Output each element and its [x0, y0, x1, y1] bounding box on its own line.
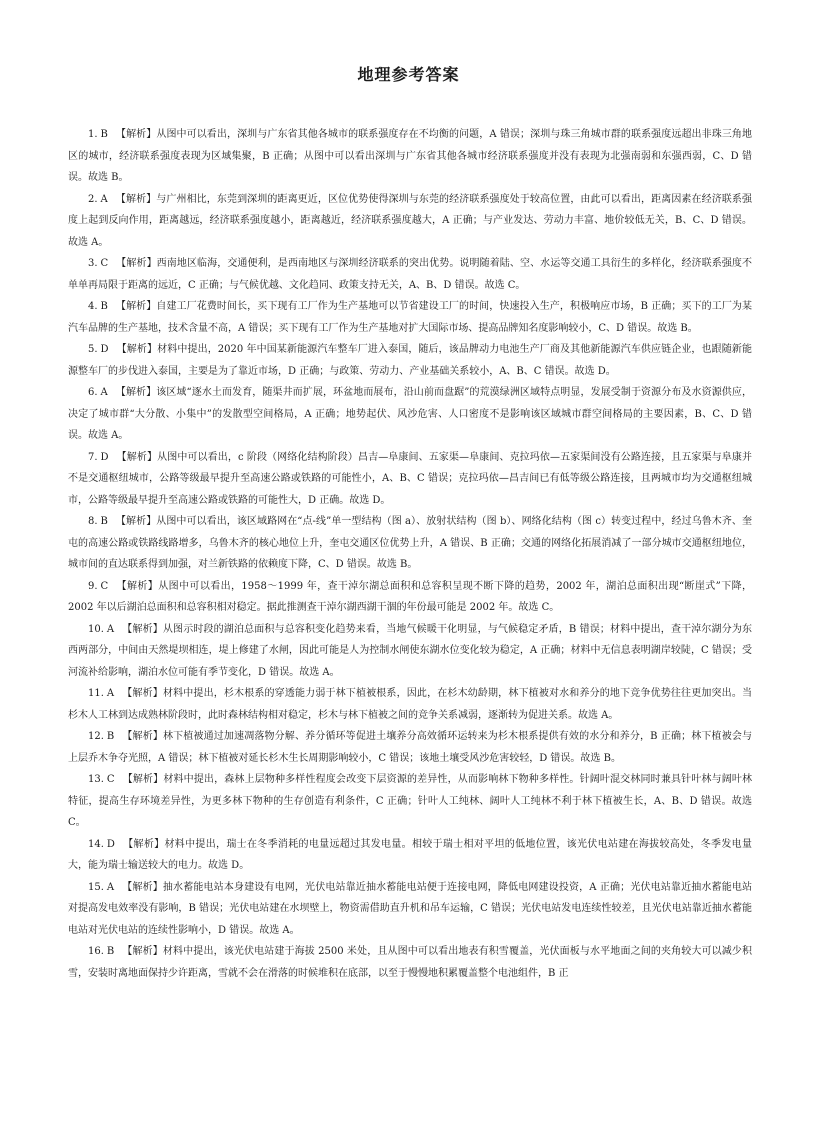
answer-item: [68, 619, 752, 684]
answer-number: 15.: [88, 881, 104, 893]
analysis-tag: 【解析】: [115, 301, 157, 312]
answer-number: 7.: [88, 451, 98, 463]
answer-choice: C: [100, 580, 109, 592]
answer-number: 2.: [88, 193, 98, 205]
answer-item: [68, 382, 752, 447]
answer-number: 14.: [88, 838, 104, 850]
analysis-text: 从图示时段的湖泊总面积与总容积变化趋势来看，当地气候暖干化明显，与气候稳定矛盾，B 错误；材料中提出，查干淖尔湖分为东西两部分，中间由天然堤坝相连，堤上修建了水闸，因此可能是人为控制水闸使东湖水位变化较为稳定，A 正确；材料中无信息表明湖岸较陡，C 错误；受河流补给影响，湖泊水位可能有季节变化，D 错误。故选 A。: [68, 623, 753, 678]
answer-choice: B: [100, 301, 108, 312]
answer-choice: B: [106, 731, 115, 742]
answer-number: 3.: [88, 258, 98, 269]
answer-list: [68, 124, 752, 984]
answer-choice: A: [100, 387, 108, 398]
analysis-tag: 【解析】: [116, 258, 157, 269]
answer-item: [68, 834, 752, 877]
answer-item: [68, 877, 752, 942]
analysis-tag: 【解析】: [122, 623, 163, 635]
analysis-text: 从图中可以看出，深圳与广东省其他各城市的联系强度存在不均衡的问题，A 错误；深圳与珠三角城市群的联系强度远超出非珠三角地区的城市，经济联系强度表现为区域集聚，B 正确；从图中可以看出深圳与广东省其他各城市经济联系强度并没有表现为北强南弱和东强西弱，C、D 错误。故选 B。: [68, 129, 752, 183]
analysis-tag: 【解析】: [116, 344, 158, 355]
answer-number: 11.: [88, 688, 104, 699]
answer-number: 1.: [88, 129, 98, 140]
answer-choice: A: [106, 688, 115, 699]
answer-item: [68, 253, 752, 296]
analysis-text: 材料中提出，森林上层物种多样性程度会改变下层资源的差异性，从而影响林下物种多样性。针阔叶混交林同时兼具针叶林与阔叶林特征，提高生存环境差异性，为更多林下物种的生存创造有利条件，C 正确；针叶人工纯林、阔叶人工纯林不利于林下植被生长，A、B、D 错误。故选 C。: [68, 774, 753, 828]
answer-choice: D: [100, 451, 109, 463]
analysis-tag: 【解析】: [122, 688, 163, 699]
answer-choice: A: [106, 881, 115, 893]
answer-number: 6.: [88, 387, 98, 398]
answer-choice: C: [106, 774, 115, 785]
analysis-text: 材料中提出，瑞士在冬季消耗的电量远超过其发电量。相较于瑞士相对平坦的低地位置，该光伏电站建在海拔较高处，冬季发电量大，能为瑞士输送较大的电力。故选 D。: [68, 838, 752, 871]
analysis-text: 西南地区临海，交通便利，是西南地区与深圳经济联系的突出优势。说明随着陆、空、水运等交通工具衍生的多样化，经济联系强度不单单再局限于距离的远近，C 正确；与气候优越、文化趋同、政策支持无关，A、B、D 错误。故选 C。: [68, 258, 753, 291]
analysis-text: 材料中提出，该光伏电站建于海拔 2500 米处，且从图中可以看出地表有积雪覆盖，光伏面板与水平地面之间的夹角较大可以减少积雪，安装时离地面保持少许距离，雪就不会在滑落的时候堆积在底部，以至于慢慢地积累覆盖整个电池组件，B 正: [68, 946, 753, 979]
answer-item: [68, 726, 752, 769]
analysis-text: 从图中可以看出，1958～1999 年，查干淖尔湖总面积和总容积呈现不断下降的趋势，2002 年，湖泊总面积出现“断崖式”下降，2002 年以后湖泊总面积和总容积相对稳定。据此推测查干淖尔湖西湖干涸的年份最可能是 2002 年。故选 C。: [68, 580, 753, 613]
answer-choice: C: [100, 258, 109, 269]
analysis-text: 林下植被通过加速凋落物分解、养分循环等促进土壤养分高效循环运转来为杉木根系提供有效的水分和养分，B 正确；林下植被会与上层乔木争夺光照，A 错误；林下植被对延长杉木生长周期影响较小，C 错误；该地土壤受风沙危害较轻，D 错误。故选 B。: [68, 731, 753, 764]
answer-item: [68, 296, 752, 339]
analysis-text: 自建工厂花费时间长，买下现有工厂作为生产基地可以节省建设工厂的时间，快速投入生产，积极响应市场，B 正确；买下的工厂为某汽车品牌的生产基地，技术含量不高，A 错误；买下现有工厂作为生产基地对扩大国际市场、提高品牌知名度影响较小，C、D 错误。故选 B。: [68, 301, 753, 334]
analysis-tag: 【解析】: [115, 387, 157, 398]
answer-choice: A: [100, 193, 108, 205]
analysis-tag: 【解析】: [115, 129, 157, 140]
answer-item: [68, 769, 752, 834]
answer-choice: A: [106, 623, 115, 635]
answer-item: [68, 941, 752, 984]
answer-item: [68, 683, 752, 726]
analysis-text: 该区域“逐水土而发育，随渠井而扩展，环盆地而展布，沿山前而盘踞”的荒漠绿洲区域特点明显，发展受制于资源分布及水资源供应，决定了城市群“大分散、小集中”的发散型空间格局，A 正确；地势起伏、风沙危害、人口密度不是影响该区域城市群空间格局的主要因素，B、C、D 错误。故选 A。: [68, 387, 752, 441]
analysis-tag: 【解析】: [122, 946, 163, 957]
analysis-tag: 【解析】: [115, 193, 157, 205]
analysis-tag: 【解析】: [122, 838, 165, 850]
answer-number: 4.: [88, 301, 98, 312]
answer-number: 9.: [88, 580, 98, 592]
answer-choice: B: [100, 516, 108, 527]
answer-number: 12.: [88, 731, 104, 742]
answer-item: [68, 576, 752, 619]
answer-choice: D: [106, 838, 115, 850]
analysis-text: 与广州相比，东莞到深圳的距离更近，区位优势使得深圳与东莞的经济联系强度处于较高位置，由此可以看出，距离因素在经济联系强度上起到反向作用，距离越远，经济联系强度越小，距离越近，经济联系强度越大，A 正确；与产业发达、劳动力丰富、地价较低无关，B、C、D 错误。故选 A。: [68, 193, 753, 248]
page-title: 地理参考答案: [357, 65, 460, 84]
analysis-text: 抽水蓄能电站本身建设有电网，光伏电站靠近抽水蓄能电站便于连接电网，降低电网建设投资，A 正确；光伏电站靠近抽水蓄能电站对提高发电效率没有影响，B 错误；光伏电站建在水坝壁上，物资需借助直升机和吊车运输，C 错误；光伏电站发电连续性较差，且光伏电站靠近抽水蓄能电站对光伏电站的连续性影响小，D 错误。故选 A。: [68, 881, 752, 936]
analysis-tag: 【解析】: [115, 516, 157, 527]
analysis-text: 材料中提出，杉木根系的穿透能力弱于林下植被根系，因此，在杉木幼龄期，林下植被对水和养分的地下竞争优势往往更加突出。当杉木人工林到达成熟林阶段时，此时森林结构相对稳定，杉木与林下植被之间的竞争关系减弱，逐渐转为促进关系。故选 A。: [68, 688, 753, 721]
analysis-tag: 【解析】: [116, 451, 158, 463]
analysis-tag: 【解析】: [116, 580, 159, 592]
analysis-text: 从图中可以看出，该区域路网在“点-线”单一型结构（图 a）、放射状结构（图 b）、网络化结构（图 c）转变过程中，经过乌鲁木齐、奎屯的高速公路或铁路线路增多，乌鲁木齐的核心地位上升，奎屯交通区位优势上升，A 错误、B 正确；交通的网络化拓展消减了一部分城市交通枢纽地位，城市间的直达联系得到加强，对兰新铁路的依赖度下降，C、D 错误。故选 B。: [68, 516, 753, 570]
answer-choice: B: [106, 946, 115, 957]
analysis-text: 从图中可以看出，c 阶段（网络化结构阶段）昌吉—阜康间、五家渠—阜康间、克拉玛依—五家渠间没有公路连接，且五家渠与阜康并不是交通枢纽城市，公路等级最早提升至高速公路或铁路的可能性小，A、B、C 错误；克拉玛依—昌吉间已有低等级公路连接，且两城市均为交通枢纽城市，公路等级最早提升至高速公路或铁路的可能性大，D 正确。故选 D。: [68, 451, 753, 506]
answer-number: 8.: [88, 516, 98, 527]
answer-number: 5.: [88, 344, 98, 355]
answer-item: [68, 124, 752, 189]
answer-number: 10.: [88, 623, 104, 635]
answer-item: [68, 339, 752, 382]
answer-item: [68, 447, 752, 512]
answer-choice: D: [100, 344, 109, 355]
answer-choice: B: [100, 129, 108, 140]
answer-number: 16.: [88, 946, 104, 957]
answer-item: [68, 511, 752, 576]
analysis-tag: 【解析】: [122, 774, 164, 785]
analysis-text: 材料中提出，2020 年中国某新能源汽车整车厂进入泰国，随后，该品牌动力电池生产厂商及其他新能源汽车供应链企业，也跟随新能源整车厂的步伐进入泰国，主要是为了靠近市场，D 正确；与政策、劳动力、产业基础关系较小，A、B、C 错误。故选 D。: [68, 344, 752, 377]
answer-item: [68, 189, 752, 254]
analysis-tag: 【解析】: [122, 731, 164, 742]
analysis-tag: 【解析】: [122, 881, 163, 893]
answer-number: 13.: [88, 774, 104, 785]
